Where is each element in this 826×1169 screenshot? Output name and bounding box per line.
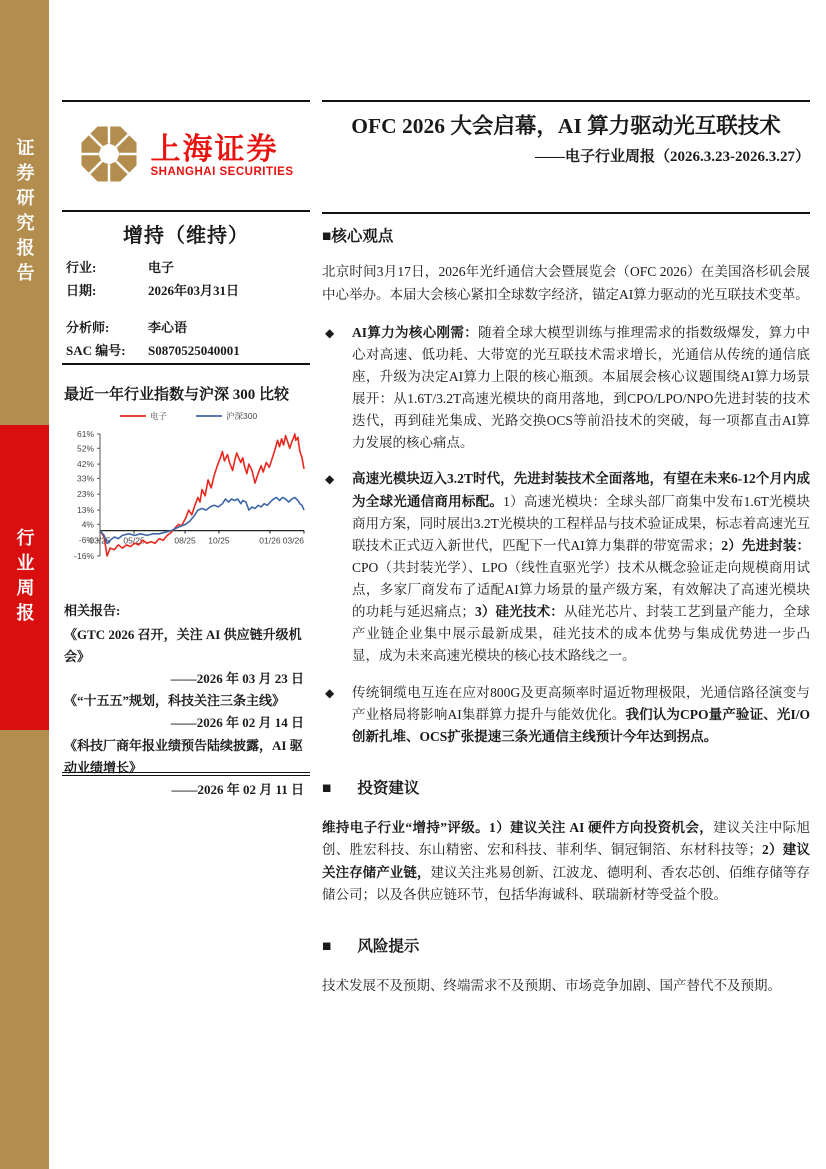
brand-name-cn: 上海证券 [150,133,279,167]
svg-text:61%: 61% [76,429,94,439]
date-row [66,280,306,303]
svg-text:03/25: 03/25 [89,535,111,546]
core-viewpoints-heading: ■核心观点 [322,228,394,245]
risk-warning-heading: ■ 风险提示 [322,937,420,955]
svg-text:10/25: 10/25 [208,535,230,546]
chart-title: 最近一年行业指数与沪深 300 比较 [64,387,290,403]
sac-label: SAC 编号: [66,342,126,358]
sac-row [66,340,306,363]
investment-advice-paragraph: 维持电子行业“增持”评级。1）建议关注 AI 硬件方向投资机会，建议关注中际旭创、胜宏科技、东山精密、宏和科技、菲利华、铜冠铜箔、东材科技等；2）建议关注存储产业链，建议关注兆易创新、江波龙、德明利、香农芯创、佰维存储等存储公司；以及各供应链环节，包括华海诚科、联瑞新材等受益个股。 [322,820,811,902]
analyst-name: 李心语 [148,320,188,335]
related-reports [64,600,310,801]
svg-text:-6%: -6% [78,535,94,546]
report-title: OFC 2026 大会启幕，AI 算力驱动光互联技术 [351,114,781,138]
svg-text:-16%: -16% [74,551,94,561]
brand-name-en: SHANGHAI SECURITIES [150,165,294,178]
related-report-title: 《GTC 2026 召开，关注 AI 供应链升级机会》 [64,627,302,665]
bullet-copper-limits [322,682,810,748]
svg-text:23%: 23% [76,489,94,500]
analyst-rows [66,317,306,363]
svg-text:4%: 4% [81,519,94,530]
report-subtitle: ——电子行业周报（2026.3.23-2026.3.27） [535,149,810,166]
bullet-text: AI算力为核心刚需：随着全球大模型训练与推理需求的指数级爆发，算力中心对高速、低功耗、大带宽的光互联技术需求增长，光通信从传统的通信底座，升级为决定AI算力上限的核心瓶颈。本届展会核心议题围绕AI算力场景展开：从1.6T/3.2T高速光模块的商用落地，到CPO/LPO/NPO先进封装的技术迭代，再到硅光集成、光路交换OCS等前沿技术的突破，每一项都直击AI算力发展的核心痛点。 [352,324,810,451]
analyst-row [66,317,306,340]
svg-text:电子: 电子 [150,411,168,421]
divider [62,363,310,365]
svg-text:13%: 13% [76,505,94,516]
industry-index-chart [62,408,310,578]
bullet-text: 高速光模块迈入3.2T时代，先进封装技术全面落地，有望在未来6-12个月内成为全球光通信商用标配。1）高速光模块：全球头部厂商集中发布1.6T光模块商用方案，同时展出3.2T光模块的工程样品与技术验证成果，标志着高速光互联技术正式迈入新世代，匹配下一代AI算力集群的带宽需求；2）先进封装：CPO（共封装光学）、LPO（线性直驱光学）技术从概念验证走向规模商用试点，多家厂商发布了适配AI算力场景的量产级方案，有效解决了高速光模块的功耗与延迟痛点；3）硅光技术：从硅光芯片、封装工艺到量产能力，全球产业链企业集中展示最新成果，硅光技术的成本优势与集成优势进一步凸显，成为未来高速光模块的核心技术路线之一。 [352,471,811,664]
intro-paragraph: 北京时间3月17日，2026年光纤通信大会暨展览会（OFC 2026）在美国洛杉矶会展中心举办。本届大会核心紧扣全球数字经济，锚定AI算力驱动的光互联技术变革。 [322,264,810,302]
rating-value: 增持（维持） [123,225,249,247]
diamond-bullet-icon: ◆ [325,325,335,340]
brand-name [150,134,293,178]
related-report-title: 《“十五五”规划，科技关注三条主线》 [64,693,286,709]
strip-band-top [0,0,49,425]
bullet-ai-demand [322,322,810,455]
svg-text:01/26: 01/26 [259,535,281,546]
svg-text:08/25: 08/25 [174,535,196,546]
svg-text:沪深300: 沪深300 [226,411,258,421]
related-report-date: ——2026 年 02 月 11 日 [171,781,304,797]
bullet-text: 传统铜缆电互连在应对800G及更高频率时逼近物理极限，光通信路径演变与产业格局将影响AI集群算力提升与能效优化。我们认为CPO量产验证、光I/O创新扎堆、OCS扩张提速三条光通信主线预计今年达到拐点。 [352,684,810,744]
svg-text:03/26: 03/26 [282,535,304,546]
square-bullet-icon: ■ [322,228,332,245]
strip-label-weekly: 行业周报 [14,527,35,628]
date-value: 2026年03月31日 [148,282,240,298]
industry-value: 电子 [148,260,175,275]
octagon-logo-icon [78,123,140,190]
related-reports-heading: 相关报告: [64,603,121,618]
side-strip [0,0,49,1169]
strip-band-middle [0,425,49,730]
date-label: 日期: [66,282,97,298]
svg-text:33%: 33% [76,473,94,484]
strip-label-report-type: 证券研究报告 [14,137,35,288]
industry-row [66,257,306,280]
related-report-date: ——2026 年 03 月 23 日 [170,671,304,687]
strip-band-bottom [0,730,49,1169]
svg-text:05/25: 05/25 [123,535,145,546]
svg-text:52%: 52% [76,443,94,454]
risk-warning-paragraph: 技术发展不及预期、终端需求不及预期、市场竞争加剧、国产替代不及预期。 [322,978,781,994]
industry-date-rows [66,257,306,303]
report-body [322,224,810,1013]
title-block [322,100,810,214]
square-bullet-icon: ■ [322,937,332,955]
diamond-bullet-icon: ◆ [325,472,335,487]
line-chart [62,408,310,578]
investment-advice-heading: ■ 投资建议 [322,779,420,797]
related-report-title: 《科技厂商年报业绩预告陆续披露，AI 驱动业绩增长》 [64,737,303,775]
related-report-date: ——2026 年 02 月 14 日 [170,715,304,731]
bullet-optical-modules [322,468,810,667]
sac-number: S0870525040001 [148,342,240,358]
diamond-bullet-icon: ◆ [325,685,335,700]
divider-double [62,772,310,776]
svg-text:42%: 42% [76,459,94,470]
industry-label: 行业: [66,260,97,275]
analyst-label: 分析师: [66,320,110,335]
square-bullet-icon: ■ [322,779,332,797]
brand-logo-block [62,100,310,212]
